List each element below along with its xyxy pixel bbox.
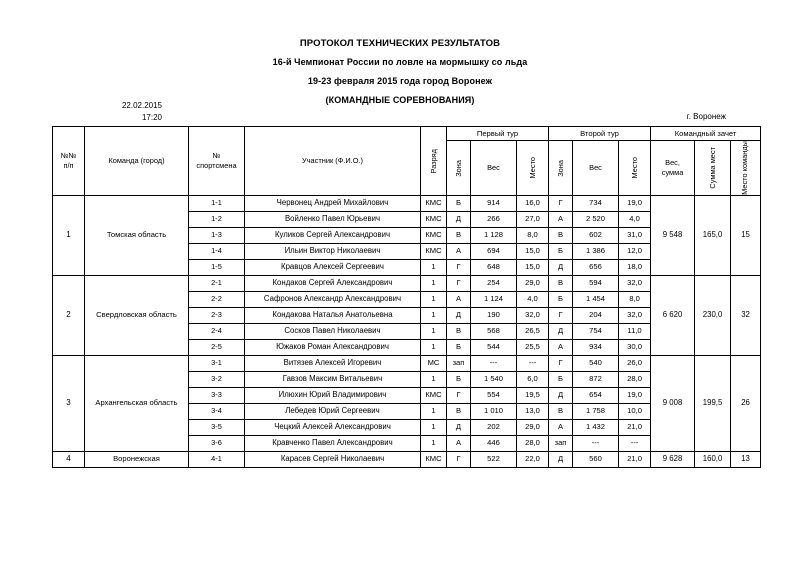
- round1-weight: 1 010: [471, 403, 517, 419]
- round1-zone: А: [447, 435, 471, 451]
- results-table: [52, 126, 761, 468]
- sportsman-number: 2-3: [189, 307, 245, 323]
- round1-place: 26,5: [517, 323, 549, 339]
- sportsman-number: 3-3: [189, 387, 245, 403]
- team-total-weight: 9 548: [651, 195, 695, 275]
- team-total-weight: 9 008: [651, 355, 695, 451]
- participant-rank: КМС: [421, 451, 447, 467]
- header-team: Команда (город): [85, 127, 189, 196]
- document-meta: [52, 100, 726, 126]
- participant-rank: 1: [421, 371, 447, 387]
- round1-zone: Б: [447, 371, 471, 387]
- round2-place: 18,0: [619, 259, 651, 275]
- round2-zone: Б: [549, 291, 573, 307]
- round2-zone: Д: [549, 451, 573, 467]
- participant-name: Кравцов Алексей Сергеевич: [245, 259, 421, 275]
- round1-place: 32,0: [517, 307, 549, 323]
- round2-zone: В: [549, 227, 573, 243]
- round2-place: 19,0: [619, 387, 651, 403]
- team-final-place: 13: [731, 451, 761, 467]
- header-rank: [421, 127, 447, 196]
- round2-place: 8,0: [619, 291, 651, 307]
- header-team-places-sum: [695, 141, 731, 196]
- participant-rank: КМС: [421, 387, 447, 403]
- round2-place: 26,0: [619, 355, 651, 371]
- round2-zone: Г: [549, 307, 573, 323]
- round2-place: 10,0: [619, 403, 651, 419]
- round2-place: 30,0: [619, 339, 651, 355]
- round1-zone: Д: [447, 211, 471, 227]
- participant-rank: 1: [421, 339, 447, 355]
- round2-zone: В: [549, 403, 573, 419]
- round1-weight: 522: [471, 451, 517, 467]
- participant-rank: 1: [421, 403, 447, 419]
- header-group-row: [53, 127, 761, 141]
- header-team-place: [731, 141, 761, 196]
- header-participant: Участник (Ф.И.О.): [245, 127, 421, 196]
- table-row: [53, 355, 761, 371]
- results-table-wrapper: [52, 126, 750, 468]
- round2-zone: Б: [549, 243, 573, 259]
- round1-zone: Г: [447, 451, 471, 467]
- round1-zone: В: [447, 227, 471, 243]
- document-subtitle-championship: 16-й Чемпионат России по ловле на мормышку со льда: [272, 57, 528, 67]
- header-rank-label: Разряд: [429, 148, 438, 174]
- round2-place: 4,0: [619, 211, 651, 227]
- round1-place: 16,0: [517, 195, 549, 211]
- round2-place: 28,0: [619, 371, 651, 387]
- round2-zone: Б: [549, 371, 573, 387]
- round1-place: 19,5: [517, 387, 549, 403]
- round1-place: 29,0: [517, 275, 549, 291]
- team-name: Свердловская область: [85, 275, 189, 355]
- participant-rank: КМС: [421, 211, 447, 227]
- round2-weight: 754: [573, 323, 619, 339]
- round1-weight: 202: [471, 419, 517, 435]
- team-total-places: 230,0: [695, 275, 731, 355]
- participant-rank: 1: [421, 419, 447, 435]
- sportsman-number: 3-1: [189, 355, 245, 371]
- participant-rank: КМС: [421, 227, 447, 243]
- round1-place: 6,0: [517, 371, 549, 387]
- round1-place: 4,0: [517, 291, 549, 307]
- participant-name: Лебедев Юрий Сергеевич: [245, 403, 421, 419]
- document-title-block: [0, 34, 800, 110]
- print-time: 17:20: [141, 112, 162, 122]
- round2-weight: 1 386: [573, 243, 619, 259]
- round2-place: 31,0: [619, 227, 651, 243]
- team-name: Воронежская: [85, 451, 189, 467]
- round2-weight: 204: [573, 307, 619, 323]
- round1-zone: А: [447, 243, 471, 259]
- round2-place: 21,0: [619, 419, 651, 435]
- round2-zone: А: [549, 419, 573, 435]
- header-team-places-sum-label: Сумма мест: [708, 147, 718, 189]
- round1-weight: 648: [471, 259, 517, 275]
- sportsman-number: 2-1: [189, 275, 245, 291]
- participant-rank: 1: [421, 275, 447, 291]
- participant-name: Карасев Сергей Николаевич: [245, 451, 421, 467]
- participant-name: Сосков Павел Николаевич: [245, 323, 421, 339]
- round1-weight: 1 128: [471, 227, 517, 243]
- round1-place: 13,0: [517, 403, 549, 419]
- header-np-line1: №№: [60, 150, 77, 160]
- header-weight-round1: Вес: [471, 141, 517, 196]
- round2-zone: В: [549, 275, 573, 291]
- round2-place: 32,0: [619, 307, 651, 323]
- team-index: 3: [53, 355, 85, 451]
- participant-name: Витязев Алексей Игоревич: [245, 355, 421, 371]
- round2-weight: 734: [573, 195, 619, 211]
- participant-name: Кравченко Павел Александрович: [245, 435, 421, 451]
- header-weight-round2: Вес: [573, 141, 619, 196]
- participant-name: Куликов Сергей Александрович: [245, 227, 421, 243]
- participant-rank: КМС: [421, 243, 447, 259]
- print-datetime: [96, 100, 162, 123]
- table-row: [53, 195, 761, 211]
- round2-zone: Д: [549, 323, 573, 339]
- round1-weight: 554: [471, 387, 517, 403]
- sportsman-number: 2-4: [189, 323, 245, 339]
- header-group-team-score: Командный зачет: [651, 127, 761, 141]
- round1-place: 29,0: [517, 419, 549, 435]
- participant-rank: КМС: [421, 195, 447, 211]
- round1-zone: В: [447, 323, 471, 339]
- round2-weight: 560: [573, 451, 619, 467]
- document-subtitle-dates: 19-23 февраля 2015 года город Воронеж: [307, 76, 493, 86]
- participant-rank: 1: [421, 307, 447, 323]
- participant-name: Южаков Роман Александрович: [245, 339, 421, 355]
- round2-weight: 1 454: [573, 291, 619, 307]
- round1-zone: В: [447, 403, 471, 419]
- round1-weight: 446: [471, 435, 517, 451]
- sportsman-number: 2-5: [189, 339, 245, 355]
- header-place-round1-label: Место: [528, 157, 537, 179]
- round1-zone: Д: [447, 307, 471, 323]
- round2-weight: ---: [573, 435, 619, 451]
- participant-rank: МС: [421, 355, 447, 371]
- round2-weight: 654: [573, 387, 619, 403]
- round1-place: 28,0: [517, 435, 549, 451]
- document-title: ПРОТОКОЛ ТЕХНИЧЕСКИХ РЕЗУЛЬТАТОВ: [299, 38, 501, 49]
- participant-name: Червонец Андрей Михайлович: [245, 195, 421, 211]
- round1-weight: 266: [471, 211, 517, 227]
- participant-rank: 1: [421, 323, 447, 339]
- round1-zone: Д: [447, 419, 471, 435]
- participant-rank: 1: [421, 259, 447, 275]
- round1-weight: 190: [471, 307, 517, 323]
- participant-name: Сафронов Александр Александрович: [245, 291, 421, 307]
- round2-zone: Г: [549, 355, 573, 371]
- round2-weight: 594: [573, 275, 619, 291]
- sportsman-number: 3-4: [189, 403, 245, 419]
- round1-zone: зап: [447, 355, 471, 371]
- header-zone-round2-label: Зона: [556, 159, 566, 177]
- round1-zone: Г: [447, 275, 471, 291]
- document-city: г. Воронеж: [686, 112, 726, 121]
- print-date: 22.02.2015: [121, 101, 162, 110]
- round2-weight: 540: [573, 355, 619, 371]
- round1-place: ---: [517, 355, 549, 371]
- header-team-place-line2: команды: [740, 141, 750, 172]
- participant-name: Войленко Павел Юрьевич: [245, 211, 421, 227]
- round1-place: 22,0: [517, 451, 549, 467]
- header-sportsman-no-line2: спортсмена: [196, 160, 237, 170]
- round1-weight: 254: [471, 275, 517, 291]
- header-place-round2: [619, 141, 651, 196]
- header-team-weight-line2: сумма: [661, 167, 684, 177]
- header-group-round1: Первый тур: [447, 127, 549, 141]
- round2-place: 12,0: [619, 243, 651, 259]
- round2-place: 21,0: [619, 451, 651, 467]
- round2-zone: А: [549, 211, 573, 227]
- round2-weight: 1 758: [573, 403, 619, 419]
- round1-weight: 914: [471, 195, 517, 211]
- team-total-weight: 6 620: [651, 275, 695, 355]
- table-row: [53, 451, 761, 467]
- round2-place: 32,0: [619, 275, 651, 291]
- header-place-round1: [517, 141, 549, 196]
- participant-rank: 1: [421, 435, 447, 451]
- round2-zone: Г: [549, 195, 573, 211]
- round2-zone: А: [549, 339, 573, 355]
- team-final-place: 26: [731, 355, 761, 451]
- round2-weight: 872: [573, 371, 619, 387]
- team-final-place: 15: [731, 195, 761, 275]
- participant-name: Гавзов Максим Витальевич: [245, 371, 421, 387]
- header-sportsman-no-line1: №: [212, 150, 221, 160]
- table-body: [53, 195, 761, 467]
- round2-weight: 602: [573, 227, 619, 243]
- team-index: 1: [53, 195, 85, 275]
- round2-weight: 1 432: [573, 419, 619, 435]
- team-total-places: 199,5: [695, 355, 731, 451]
- round1-zone: Г: [447, 259, 471, 275]
- header-zone-round1-label: Зона: [454, 159, 463, 177]
- header-team-place-line1: Место: [740, 173, 750, 195]
- round2-weight: 2 520: [573, 211, 619, 227]
- participant-name: Ильин Виктор Николаевич: [245, 243, 421, 259]
- round1-place: 15,0: [517, 259, 549, 275]
- round2-zone: Д: [549, 387, 573, 403]
- round2-weight: 656: [573, 259, 619, 275]
- header-zone-round1: [447, 141, 471, 196]
- header-sportsman-no: [189, 127, 245, 196]
- round1-place: 27,0: [517, 211, 549, 227]
- round1-zone: Б: [447, 339, 471, 355]
- sportsman-number: 1-2: [189, 211, 245, 227]
- round1-weight: 544: [471, 339, 517, 355]
- participant-rank: 1: [421, 291, 447, 307]
- round2-place: ---: [619, 435, 651, 451]
- header-group-round2: Второй тур: [549, 127, 651, 141]
- round2-zone: зап: [549, 435, 573, 451]
- round1-weight: ---: [471, 355, 517, 371]
- team-final-place: 32: [731, 275, 761, 355]
- round1-weight: 1 540: [471, 371, 517, 387]
- participant-name: Чецкий Алексей Александрович: [245, 419, 421, 435]
- header-zone-round2: [549, 141, 573, 196]
- round1-weight: 568: [471, 323, 517, 339]
- round1-weight: 1 124: [471, 291, 517, 307]
- header-np-line2: п/п: [63, 160, 74, 170]
- round2-place: 19,0: [619, 195, 651, 211]
- round1-zone: Б: [447, 195, 471, 211]
- header-team-weight: [651, 141, 695, 196]
- participant-name: Кондаков Сергей Александрович: [245, 275, 421, 291]
- team-total-weight: 9 628: [651, 451, 695, 467]
- sportsman-number: 1-5: [189, 259, 245, 275]
- round2-weight: 934: [573, 339, 619, 355]
- sportsman-number: 1-1: [189, 195, 245, 211]
- team-index: 4: [53, 451, 85, 467]
- header-np: [53, 127, 85, 196]
- document-subtitle-category: (КОМАНДНЫЕ СОРЕВНОВАНИЯ): [325, 95, 475, 105]
- round1-zone: А: [447, 291, 471, 307]
- sportsman-number: 3-5: [189, 419, 245, 435]
- round1-place: 8,0: [517, 227, 549, 243]
- header-team-place-label: [741, 141, 750, 195]
- round1-weight: 694: [471, 243, 517, 259]
- team-total-places: 160,0: [695, 451, 731, 467]
- round2-zone: Д: [549, 259, 573, 275]
- header-place-round2-label: Место: [630, 157, 640, 179]
- round2-place: 11,0: [619, 323, 651, 339]
- team-name: Томская область: [85, 195, 189, 275]
- header-team-weight-line1: Вес,: [665, 157, 680, 167]
- sportsman-number: 2-2: [189, 291, 245, 307]
- participant-name: Илюхин Юрий Владимирович: [245, 387, 421, 403]
- sportsman-number: 3-2: [189, 371, 245, 387]
- sportsman-number: 1-3: [189, 227, 245, 243]
- round1-place: 15,0: [517, 243, 549, 259]
- table-row: [53, 275, 761, 291]
- round1-place: 25,5: [517, 339, 549, 355]
- table-header: [53, 127, 761, 196]
- sportsman-number: 3-6: [189, 435, 245, 451]
- participant-name: Кондакова Наталья Анатольевна: [245, 307, 421, 323]
- round1-zone: Г: [447, 387, 471, 403]
- sportsman-number: 4-1: [189, 451, 245, 467]
- team-name: Архангельская область: [85, 355, 189, 451]
- team-total-places: 165,0: [695, 195, 731, 275]
- sportsman-number: 1-4: [189, 243, 245, 259]
- team-index: 2: [53, 275, 85, 355]
